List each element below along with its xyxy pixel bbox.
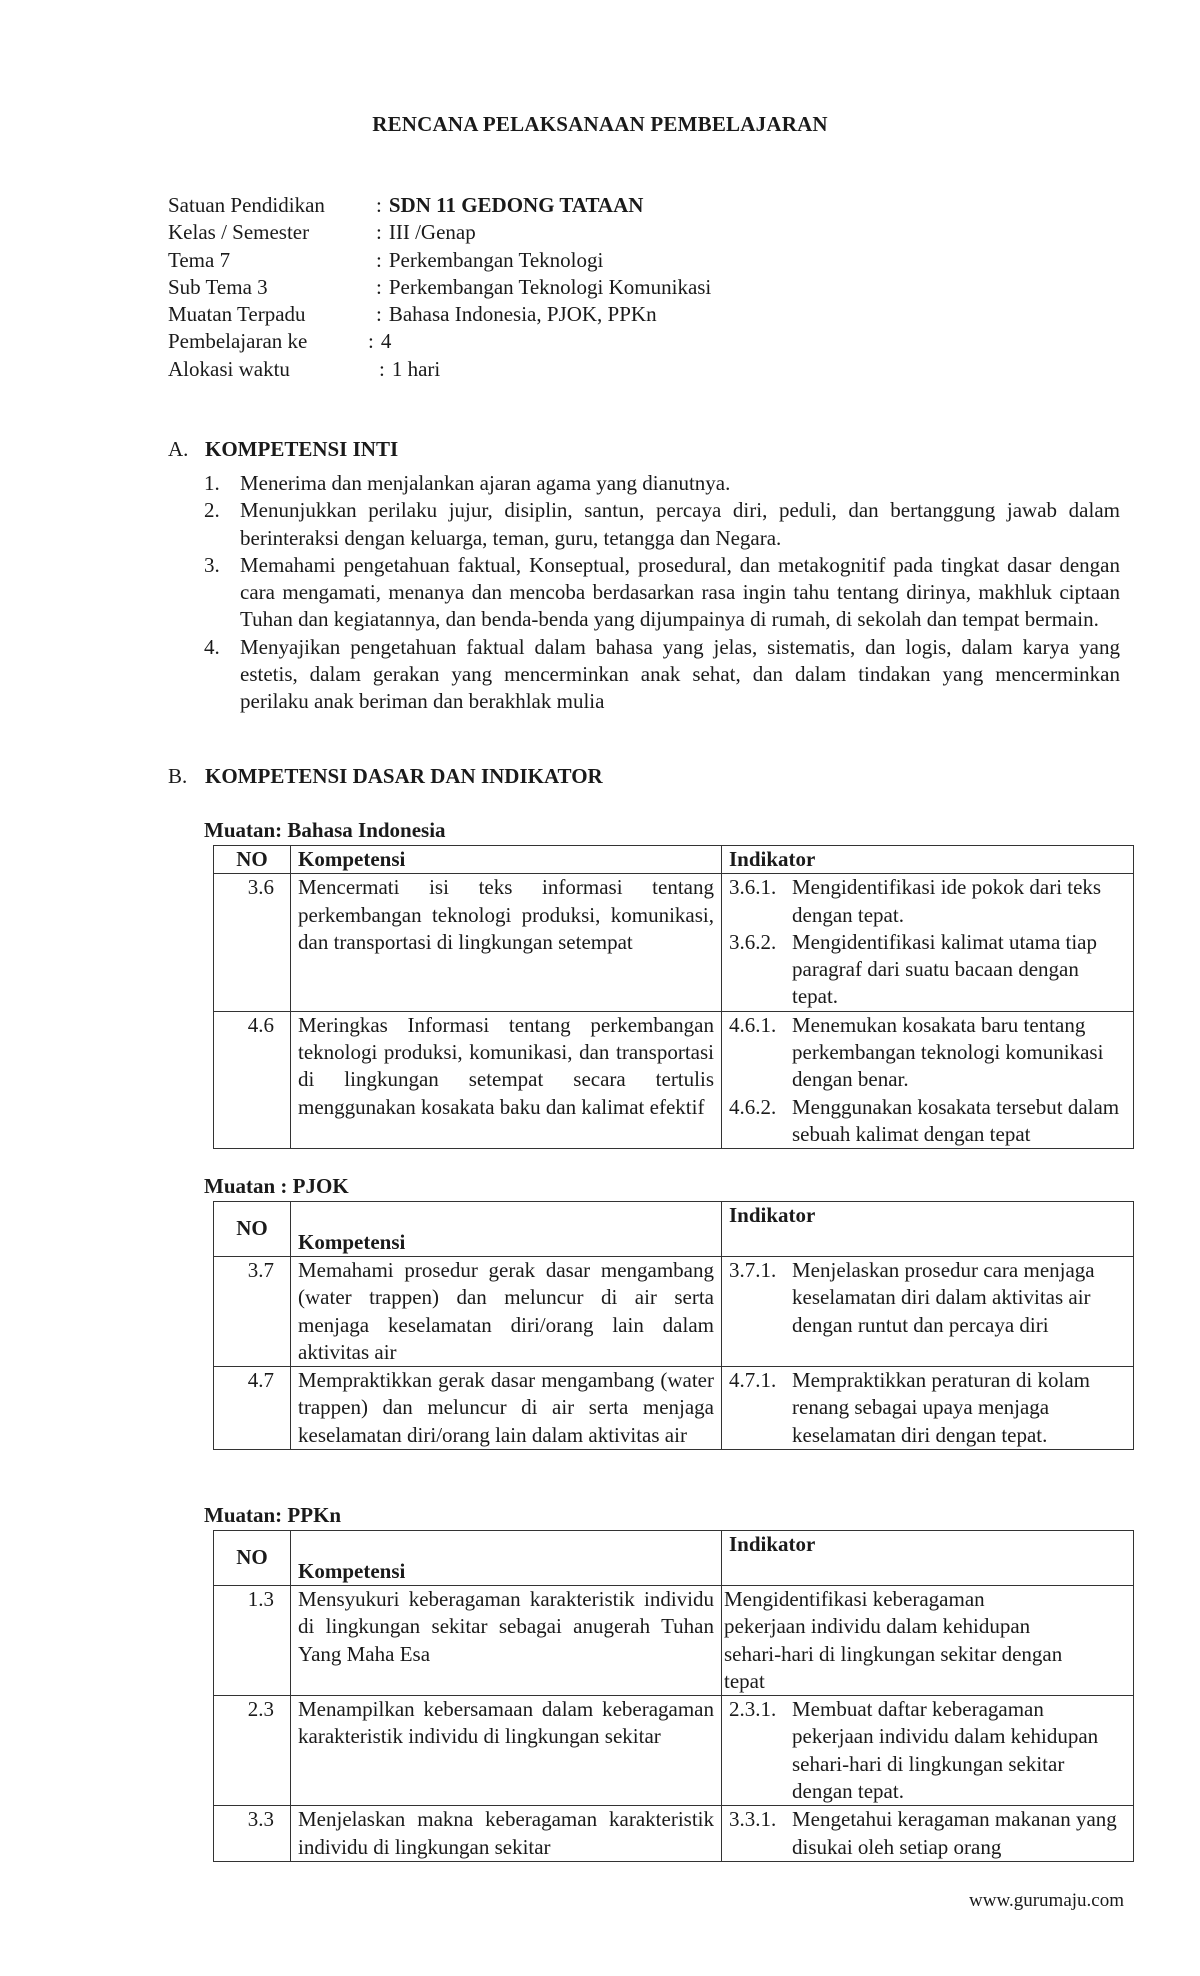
identity-value: 1 hari: [391, 356, 441, 381]
header-kompetensi: Kompetensi: [291, 1531, 722, 1586]
identity-label: Pembelajaran ke: [168, 329, 308, 354]
table-row: 4.7 Mempraktikkan gerak dasar mengambang (water trappen) dan meluncur di air serta menjaga keselamatan diri/orang lain dalam aktivitas air 4.7.1. Mempraktikkan peraturan di kolam renang sebagai upaya menjaga keselamatan diri dengan tepat.: [214, 1367, 1134, 1450]
identity-row: Sub Tema 3 : Perkembangan Teknologi Komunikasi: [168, 274, 711, 301]
identity-row: Muatan Terpadu : Bahasa Indonesia, PJOK, PPKn: [168, 301, 711, 328]
table-row: 2.3 Menampilkan kebersamaan dalam keberagaman karakteristik individu di lingkungan sekitar 2.3.1. Membuat daftar keberagaman pekerjaan individu dalam kehidupan sehari-hari di lingkungan sekitar dengan tepat.: [214, 1696, 1134, 1806]
table-row: 4.6 Meringkas Informasi tentang perkembangan teknologi produksi, komunikasi, dan transportasi di lingkungan setempat secara tertulis menggunakan kosakata baku dan kalimat efektif 4.6.1. Menemukan kosakata baru tentang perkembangan teknologi komunikasi dengan benar. 4.6.2. Menggunakan kosakata tersebut dalam sebuah kalimat dengan tepat: [214, 1011, 1134, 1148]
identity-label: Muatan Terpadu: [168, 302, 306, 327]
muatan-label: Muatan: PPKn: [204, 1503, 342, 1527]
section-ki-heading: A. KOMPETENSI INTI: [168, 437, 399, 461]
identity-value: III /Genap: [388, 220, 476, 245]
list-item: 4. Menyajikan pengetahuan faktual dalam bahasa yang jelas, sistematis, dan logis, dalam karya yang estetis, dalam gerakan yang mencerminkan anak sehat, dan dalam tindakan yang mencerminkan perilaku anak beriman dan berakhlak mulia: [204, 634, 1120, 714]
table-row: 3.6 Mencermati isi teks informasi tentang perkembangan teknologi produksi, komunikasi, dan transportasi di lingkungan setempat 3.6.1. Mengidentifikasi ide pokok dari teks dengan tepat. 3.6.2. Mengidentifikasi kalimat utama tiap paragraf dari suatu bacaan dengan tepat.: [214, 874, 1134, 1011]
identity-label: Tema 7: [168, 247, 231, 272]
identity-row: Pembelajaran ke : 4: [168, 328, 711, 355]
identity-value: Perkembangan Teknologi Komunikasi: [388, 274, 712, 299]
identity-block: [168, 192, 711, 383]
ki-list: [204, 470, 1120, 716]
list-item: 3. Memahami pengetahuan faktual, Konseptual, prosedural, dan metakognitif pada tingkat dasar dengan cara mengamati, menanya dan mencoba berdasarkan rasa ingin tahu tentang dirinya, makhluk ciptaan Tuhan dan kegiatannya, dan benda-benda yang dijumpainya di rumah, di sekolah dan tempat bermain.: [204, 552, 1120, 632]
header-no: NO: [214, 846, 291, 874]
kd-table-bahasa-indonesia: [213, 845, 1134, 1149]
kd-table-ppkn: [213, 1530, 1134, 1862]
header-kompetensi: Kompetensi: [291, 846, 722, 874]
muatan-label: Muatan : PJOK: [204, 1174, 349, 1198]
table-row: 3.7 Memahami prosedur gerak dasar mengambang (water trappen) dan meluncur di air serta menjaga keselamatan diri/orang lain dalam aktivitas air 3.7.1. Menjelaskan prosedur cara menjaga keselamatan diri dalam aktivitas air dengan runtut dan percaya diri: [214, 1257, 1134, 1367]
header-indikator: Indikator: [722, 1202, 1134, 1257]
section-kd-heading: B. KOMPETENSI DASAR DAN INDIKATOR: [168, 764, 603, 788]
table-header-row: [214, 846, 1134, 874]
table-header-row: [214, 1202, 1134, 1257]
table-row: 1.3 Mensyukuri keberagaman karakteristik individu di lingkungan sekitar sebagai anugerah Tuhan Yang Maha Esa Mengidentifikasi keberagaman pekerjaan individu dalam kehidupan sehari-hari di lingkungan sekitar dengan tepat: [214, 1586, 1134, 1696]
table-row: 3.3 Menjelaskan makna keberagaman karakteristik individu di lingkungan sekitar 3.3.1. Mengetahui keragaman makanan yang disukai oleh setiap orang: [214, 1806, 1134, 1862]
identity-label: Kelas / Semester: [168, 220, 310, 245]
kd-table-pjok: [213, 1201, 1134, 1450]
identity-value: Bahasa Indonesia, PJOK, PPKn: [388, 302, 657, 327]
identity-row: Kelas / Semester : III /Genap: [168, 219, 711, 246]
identity-value: SDN 11 GEDONG TATAAN: [388, 193, 644, 217]
identity-row: Tema 7 : Perkembangan Teknologi: [168, 247, 711, 274]
identity-label: Alokasi waktu: [168, 356, 290, 381]
identity-row: Satuan Pendidikan : SDN 11 GEDONG TATAAN: [168, 192, 711, 219]
identity-row: Alokasi waktu : 1 hari: [168, 356, 711, 383]
footer-url: www.gurumaju.com: [969, 1890, 1124, 1911]
header-indikator: Indikator: [722, 846, 1134, 874]
muatan-label: Muatan: Bahasa Indonesia: [204, 818, 446, 842]
identity-value: Perkembangan Teknologi: [388, 247, 604, 272]
list-item: 1. Menerima dan menjalankan ajaran agama yang dianutnya.: [204, 471, 731, 495]
identity-label: Satuan Pendidikan: [168, 193, 325, 217]
identity-value: 4: [380, 329, 392, 354]
document-title: RENCANA PELAKSANAAN PEMBELAJARAN: [372, 112, 828, 136]
header-indikator: Indikator: [722, 1531, 1134, 1586]
header-kompetensi: Kompetensi: [291, 1202, 722, 1257]
header-no: NO: [214, 1531, 291, 1586]
header-no: NO: [214, 1202, 291, 1257]
table-header-row: [214, 1531, 1134, 1586]
identity-label: Sub Tema 3: [168, 274, 268, 299]
list-item: 2. Menunjukkan perilaku jujur, disiplin, santun, percaya diri, peduli, dan bertanggung jawab dalam berinteraksi dengan keluarga, teman, guru, tetangga dan Negara.: [204, 498, 1120, 550]
